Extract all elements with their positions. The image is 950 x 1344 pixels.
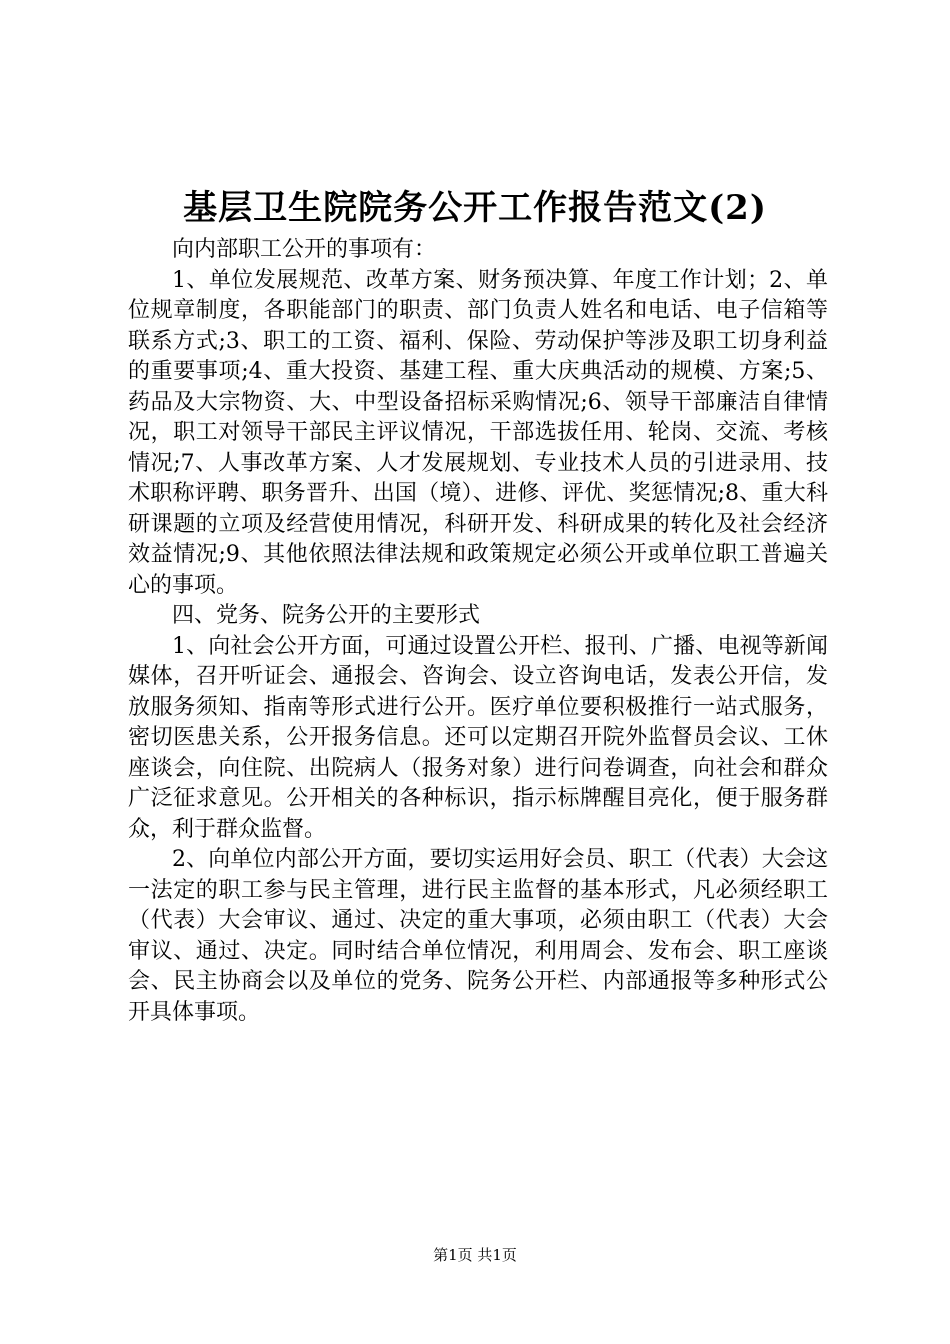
paragraph-internal-disclosure: 2、向单位内部公开方面，要切实运用好会员、职工（代表）大会这一法定的职工参与民主管理，进行民主监督的基本形式，凡必须经职工（代表）大会审议、通过、决定的重大事项，必须由职工（代表）大会审议、通过、决定。同时结合单位情况，利用周会、发布会、职工座谈会、民主协商会以及单位的党务、院务公开栏、内部通报等多种形式公开具体事项。 bbox=[128, 847, 828, 1025]
document-title: 基层卫生院院务公开工作报告范文(2) bbox=[183, 188, 767, 228]
paragraph-public-disclosure: 1、向社会公开方面，可通过设置公开栏、报刊、广播、电视等新闻媒体，召开听证会、通报会、咨询会、设立咨询电话，发表公开信，发放服务须知、指南等形式进行公开。医疗单位要积极推行一站式服务，密切医患关系，公开报务信息。还可以定期召开院外监督员会议、工休座谈会，向住院、出院病人（报务对象）进行问卷调查，向社会和群众广泛征求意见。公开相关的各种标识，指示标牌醒目亮化，便于服务群众，利于群众监督。 bbox=[128, 633, 828, 842]
page-number-footer: 第1页 共1页 bbox=[433, 1246, 517, 1264]
paragraph-internal-items-list: 1、单位发展规范、改革方案、财务预决算、年度工作计划；2、单位规章制度，各职能部门的职责、部门负责人姓名和电话、电子信箱等联系方式;3、职工的工资、福利、保险、劳动保护等涉及职工切身利益的重要事项;4、重大投资、基建工程、重大庆典活动的规模、方案;5、药品及大宗物资、大、中型设备招标采购情况;6、领导干部廉洁自律情况，职工对领导干部民主评议情况，干部选拔任用、轮岗、交流、考核情况;7、人事改革方案、人才发展规划、专业技术人员的引进录用、技术职称评聘、职务晋升、出国（境）、进修、评优、奖惩情况;8、重大科研课题的立项及经营使用情况，科研开发、科研成果的转化及社会经济效益情况;9、其他依照法律法规和政策规定必须公开或单位职工普遍关心的事项。 bbox=[128, 267, 828, 598]
paragraph-section-four-heading: 四、党务、院务公开的主要形式 bbox=[172, 603, 481, 628]
paragraph-internal-items-heading: 向内部职工公开的事项有： bbox=[172, 237, 437, 262]
document-body bbox=[128, 235, 828, 1028]
